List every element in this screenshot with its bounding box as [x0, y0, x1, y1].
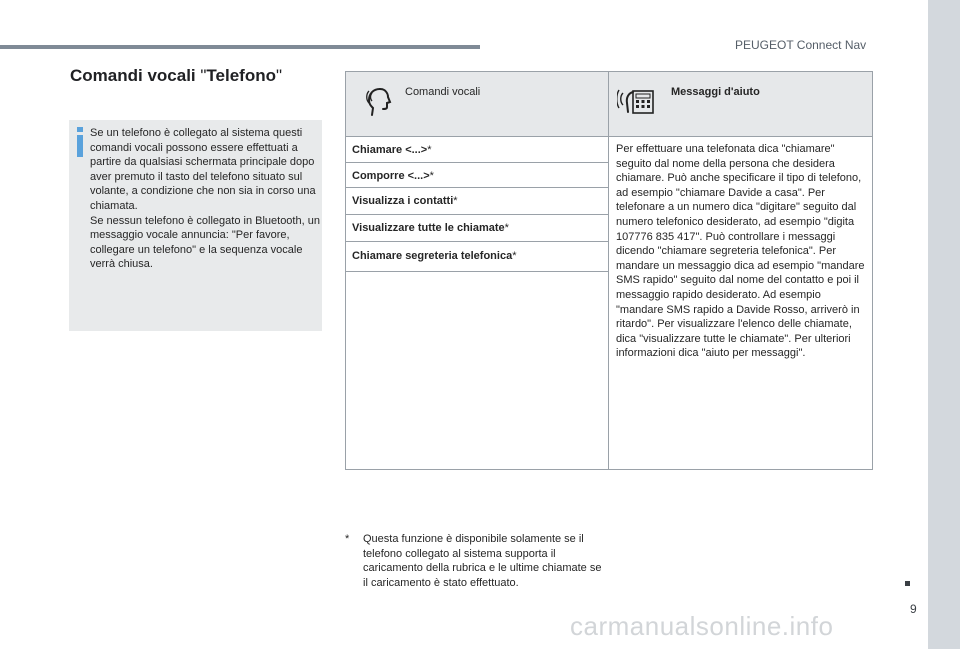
- info-paragraph-1: Se un telefono è collegato al sistema questi comandi vocali possono essere effettuati a partire da qualsiasi schermata principale dopo aver premuto il tasto del telefono situato sul volante, a condizione che non sia in corso una chiamata.: [90, 127, 316, 212]
- command-footnote-mark: *: [427, 144, 432, 156]
- watermark: carmanualsonline.info: [570, 611, 834, 641]
- command-footnote-mark: *: [429, 170, 434, 182]
- section-title-quote-close: ": [276, 66, 283, 85]
- help-message-text: Per effettuare una telefonata dica "chiamare" seguito dal nome della persona che desidera chiamare. Può anche specificare il tipo di telefono, ad esempio "chiamare Davide a casa". Per telefonare a un numero dica "digitare" seguito dal numero telefonico desiderato, ad esempio "digita 107776 835 417". Può controllare i messaggi dicendo "chiamare segreteria telefonica". Per mandare un messaggio dica ad esempio "mandare SMS rapido" seguito dal nome del contatto e poi il messaggio rapido desiderato. Ad esempio "mandare SMS rapido a Davide Rosso, arriverò in ritardo". Per visualizzare l'elenco delle chiamate, dica "visualizzare tutte le chiamate". Per ulteriori informazioni dica "aiuto per messaggi".: [616, 143, 865, 360]
- command-row: [346, 242, 608, 272]
- footnote-text: Questa funzione è disponibile solamente se il telefono collegato al sistema supporta il caricamento della rubrica e le ultime chiamate se il caricamento è stato effettuato.: [363, 533, 602, 589]
- page-marker: [905, 581, 910, 586]
- section-title-quote-open: ": [200, 66, 207, 85]
- command-footnote-mark: *: [512, 250, 517, 262]
- info-text: [90, 126, 320, 272]
- header-rule: [0, 45, 480, 49]
- voice-commands-table: [345, 71, 873, 470]
- page-number: 9: [910, 602, 917, 616]
- info-paragraph-2: Se nessun telefono è collegato in Bluetooth, un messaggio vocale annuncia: "Per favore, collegare un telefono" e la sequenza vocale verrà chiusa.: [90, 214, 320, 271]
- page-edge-strip: [928, 0, 960, 649]
- command-row: [346, 188, 608, 215]
- voice-command-icon: [366, 85, 394, 117]
- command-footnote-mark: *: [504, 222, 509, 234]
- section-title-word: Telefono: [206, 66, 276, 85]
- command-row: [346, 137, 608, 163]
- manual-title: PEUGEOT Connect Nav: [735, 38, 867, 52]
- table-header-commands: [346, 72, 609, 137]
- info-icon: [77, 127, 83, 157]
- section-title-main: Comandi vocali: [70, 66, 201, 85]
- command-label: Visualizza i contatti: [352, 195, 454, 207]
- section-title: [70, 66, 282, 86]
- command-row: [346, 215, 608, 242]
- command-footnote-mark: *: [453, 195, 458, 207]
- command-label: Visualizzare tutte le chiamate: [352, 222, 505, 234]
- commands-column: [346, 137, 609, 470]
- commands-header-label: Comandi vocali: [405, 86, 481, 98]
- help-messages-icon: [617, 85, 655, 117]
- table-header-help: [609, 72, 872, 137]
- help-header-label: Messaggi d'aiuto: [671, 86, 760, 98]
- command-row: [346, 163, 608, 188]
- command-label: Comporre <...>: [352, 170, 430, 182]
- command-label: Chiamare segreteria telefonica: [352, 250, 513, 262]
- footnote-mark: *: [345, 533, 350, 545]
- command-label: Chiamare <...>: [352, 144, 428, 156]
